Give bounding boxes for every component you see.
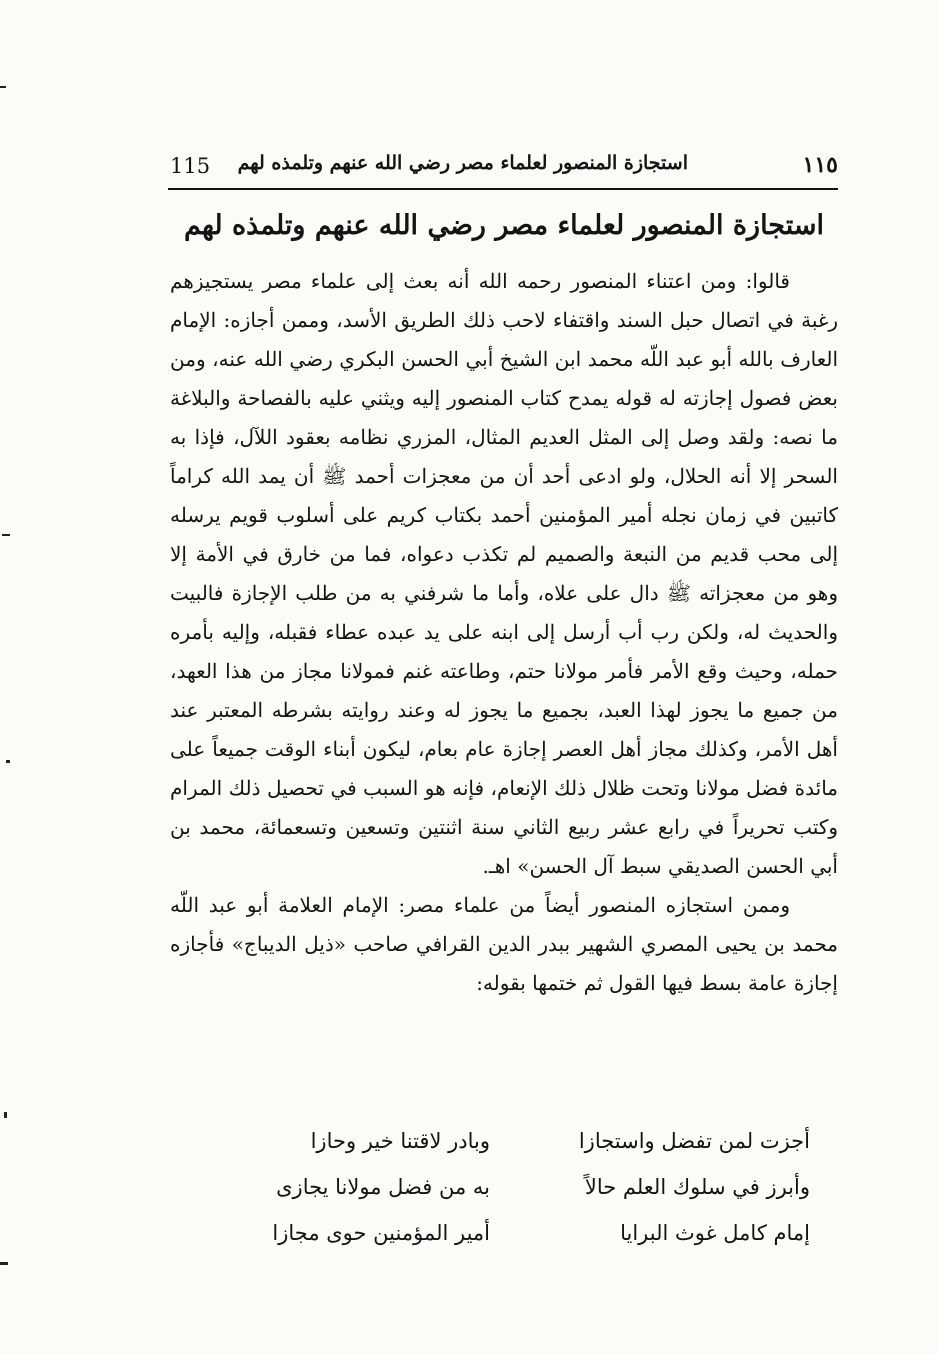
verse-first-hemistich: إمام كامل غوث البرايا: [620, 1221, 810, 1245]
chapter-heading: استجازة المنصور لعلماء مصر رضي الله عنهم وتلمذه لهم: [183, 210, 825, 241]
poem-verse: [190, 1164, 810, 1210]
page-number-latin: 115: [170, 154, 211, 178]
scan-mark: [0, 86, 6, 88]
verse-second-hemistich: أمير المؤمنين حوى مجازا: [272, 1221, 490, 1245]
scan-mark: [0, 1262, 8, 1265]
scan-mark: [4, 1112, 7, 1118]
running-title: استجازة المنصور لعلماء مصر رضي الله عنهم وتلمذه لهم: [237, 152, 688, 174]
poem: [190, 1118, 810, 1256]
header-divider: [168, 188, 838, 190]
verse-second-hemistich: وبادر لاقتنا خير وحازا: [310, 1129, 490, 1153]
poem-verse: [190, 1210, 810, 1256]
scan-mark: [6, 760, 10, 763]
verse-second-hemistich: به من فضل مولانا يجازى: [276, 1175, 490, 1199]
body-text: [170, 262, 838, 1003]
page-header: [170, 152, 838, 188]
verse-first-hemistich: وأبرز في سلوك العلم حالاً: [584, 1175, 810, 1199]
poem-verse: [190, 1118, 810, 1164]
page-number-arabic: ١١٥: [802, 152, 838, 178]
paragraph-2: وممن استجازه المنصور أيضاً من علماء مصر: الإمام العلامة أبو عبد اللّه محمد بن يحيى المصري الشهير ببدر الدين القرافي صاحب «ذيل الديباج» فأجازه إجازة عامة بسط فيها القول ثم ختمها بقوله:: [170, 893, 838, 995]
scan-mark: [2, 534, 10, 536]
verse-first-hemistich: أجزت لمن تفضل واستجازا: [578, 1129, 810, 1153]
paragraph-1: قالوا: ومن اعتناء المنصور رحمه الله أنه بعث إلى علماء مصر يستجيزهم رغبة في اتصال حبل السند واقتفاء لاحب ذلك الطريق الأسد، وممن أجازه: الإمام العارف بالله أبو عبد اللّه محمد ابن الشيخ أبي الحسن البكري رضي الله عنه، ومن بعض فصول إجازته له قوله يمدح كتاب المنصور إليه ويثني عليه بالفصاحة والبلاغة ما نصه: ولقد وصل إلى المثل العديم المثال، المزري نظامه بعقود اللآل، فإذا به السحر إلا أنه الحلال، ولو ادعى أحد أن من معجزات أحمد ﷺ أن يمد الله كراماً كاتبين في زمان نجله أمير المؤمنين أحمد بكتاب كريم على أسلوب قويم يرسله إلى محب قديم من النبعة والصميم لم تكذب دعواه، فما من خارق في الأمة إلا وهو من معجزاته ﷺ دال على علاه، وأما ما شرفني به من طلب الإجازة فالبيت والحديث له، ولكن رب أب أرسل إلى ابنه على يد عبده عطاء فقبله، وإليه بأمره حمله، وحيث وقع الأمر فأمر مولانا حتم، وطاعته غنم فمولانا مجاز من هذا العهد، من جميع ما يجوز لهذا العبد، بجميع ما يجوز له وعند روايته بشرطه المعتبر عند أهل الأمر، وكذلك مجاز أهل العصر إجازة عام بعام، ليكون أبناء الوقت جميعاً على مائدة فضل مولانا وتحت ظلال ذلك الإنعام، فإنه هو السبب في تحصيل ذلك المرام وكتب تحريراً في رابع عشر ربيع الثاني سنة اثنتين وتسعين وتسعمائة، محمد بن أبي الحسن الصديقي سبط آل الحسن» اهـ.: [170, 269, 838, 878]
